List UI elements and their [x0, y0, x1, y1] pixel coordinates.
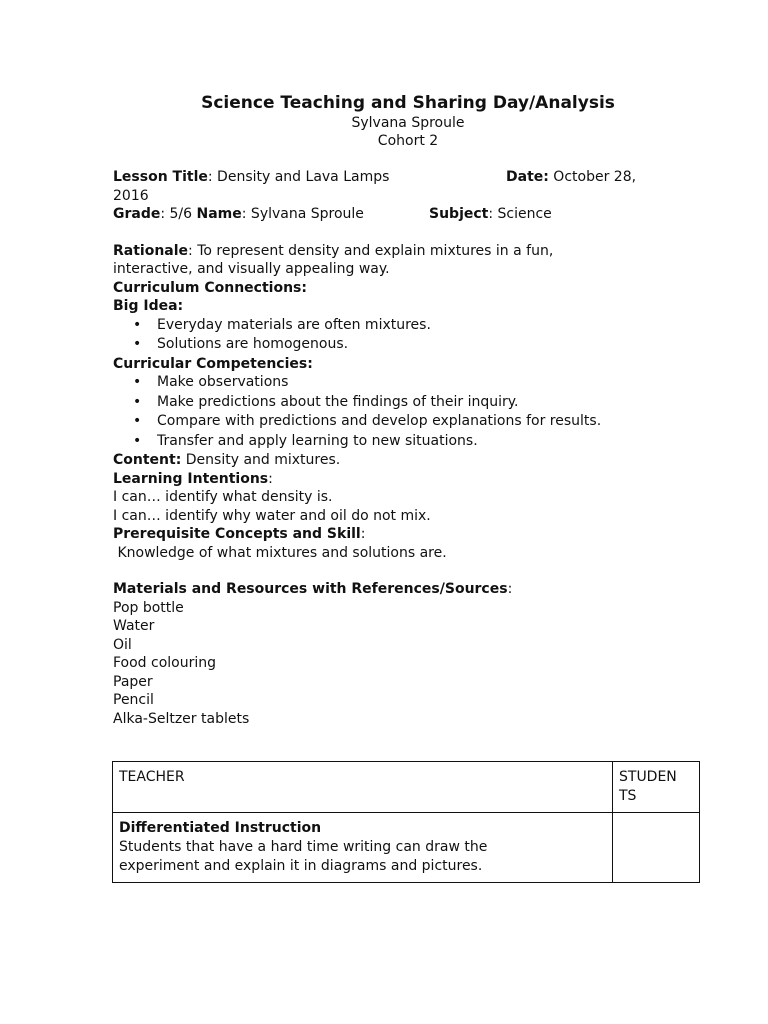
- rationale-line-1: [113, 242, 703, 261]
- big-idea-list: [113, 316, 703, 355]
- material-item: Paper: [113, 673, 153, 690]
- document-title: Science Teaching and Sharing Day/Analysis: [201, 93, 615, 113]
- list-item: • Compare with predictions and develop explanations for results.: [113, 412, 703, 432]
- differentiated-instruction-line-1: Students that have a hard time writing can draw the: [119, 839, 488, 855]
- grade-value: : 5/6: [160, 206, 197, 222]
- differentiated-instruction-heading: Differentiated Instruction: [119, 820, 322, 836]
- list-item: • Make observations: [113, 373, 703, 393]
- differentiated-instruction-line-2: experiment and explain it in diagrams and pictures.: [119, 858, 483, 874]
- subject-value: : Science: [488, 206, 552, 222]
- grade-row: [113, 205, 703, 224]
- content-value: Density and mixtures.: [181, 452, 341, 468]
- materials-heading-line: Materials and Resources with References/Sources:: [113, 581, 513, 597]
- learning-heading-line: Learning Intentions:: [113, 470, 273, 487]
- prereq-value: Knowledge of what mixtures and solutions are.: [113, 544, 447, 561]
- content-label: Content:: [113, 452, 182, 468]
- name-value: : Sylvana Sproule: [241, 206, 364, 222]
- learning-item: I can… identify what density is.: [113, 489, 333, 505]
- subject-field: [429, 205, 552, 224]
- students-cell: [613, 813, 700, 883]
- differentiated-instruction-cell: [113, 813, 613, 883]
- list-item: • Solutions are homogenous.: [113, 335, 703, 355]
- teacher-header-cell: [113, 762, 613, 813]
- students-header-line-1: STUDEN: [619, 769, 677, 785]
- material-item: Food colouring: [113, 655, 217, 671]
- date-field: [506, 168, 636, 187]
- bullet-icon: •: [133, 432, 142, 449]
- lesson-title-row: [113, 168, 703, 187]
- cohort-label: Cohort 2: [377, 133, 439, 149]
- bullet-icon: •: [133, 413, 142, 429]
- material-item: Oil: [113, 636, 132, 653]
- lesson-title-label: Lesson Title: [113, 169, 208, 185]
- bullet-icon: •: [133, 336, 142, 352]
- table-row: [113, 762, 700, 813]
- list-item: • Transfer and apply learning to new situations.: [113, 432, 703, 452]
- content-line: [113, 451, 703, 470]
- curriculum-heading: Curriculum Connections:: [113, 279, 307, 296]
- bullet-icon: •: [133, 393, 142, 410]
- grade-label: Grade: [113, 206, 161, 222]
- table-row: [113, 813, 700, 883]
- date-value: October 28,: [548, 169, 637, 185]
- competencies-heading: Curricular Competencies:: [113, 355, 313, 372]
- material-item: Pencil: [113, 692, 154, 708]
- prereq-heading: Prerequisite Concepts and Skill: [113, 526, 361, 542]
- rationale-value: : To represent density and explain mixtures in a fun,: [188, 242, 554, 259]
- materials-heading: Materials and Resources with References/Sources: [113, 581, 508, 597]
- rationale-label: Rationale: [113, 242, 189, 259]
- bullet-icon: •: [133, 374, 142, 390]
- students-header-line-2: TS: [619, 788, 637, 804]
- material-item: Pop bottle: [113, 599, 184, 616]
- competencies-list: [113, 373, 703, 451]
- list-item: • Everyday materials are often mixtures.: [113, 316, 703, 336]
- material-item: Water: [113, 618, 155, 634]
- rationale-line-2: interactive, and visually appealing way.: [113, 261, 390, 277]
- author-name: Sylvana Sproule: [351, 115, 465, 131]
- big-idea-heading: Big Idea:: [113, 298, 184, 314]
- subject-label: Subject: [429, 206, 489, 222]
- learning-item: I can… identify why water and oil do not mix.: [113, 507, 431, 524]
- list-item: • Make predictions about the findings of their inquiry.: [113, 393, 703, 413]
- material-item: Alka-Seltzer tablets: [113, 710, 250, 727]
- date-label: Date:: [506, 169, 549, 185]
- document-page: [113, 92, 703, 728]
- lesson-table: [112, 761, 700, 883]
- name-label: Name: [196, 206, 242, 222]
- date-year: 2016: [113, 187, 149, 204]
- teacher-header: TEACHER: [119, 769, 185, 785]
- students-header-cell: [613, 762, 700, 813]
- prereq-heading-line: Prerequisite Concepts and Skill:: [113, 526, 366, 542]
- lesson-title-value: : Density and Lava Lamps: [207, 169, 390, 185]
- learning-heading: Learning Intentions: [113, 470, 269, 487]
- bullet-icon: •: [133, 316, 142, 333]
